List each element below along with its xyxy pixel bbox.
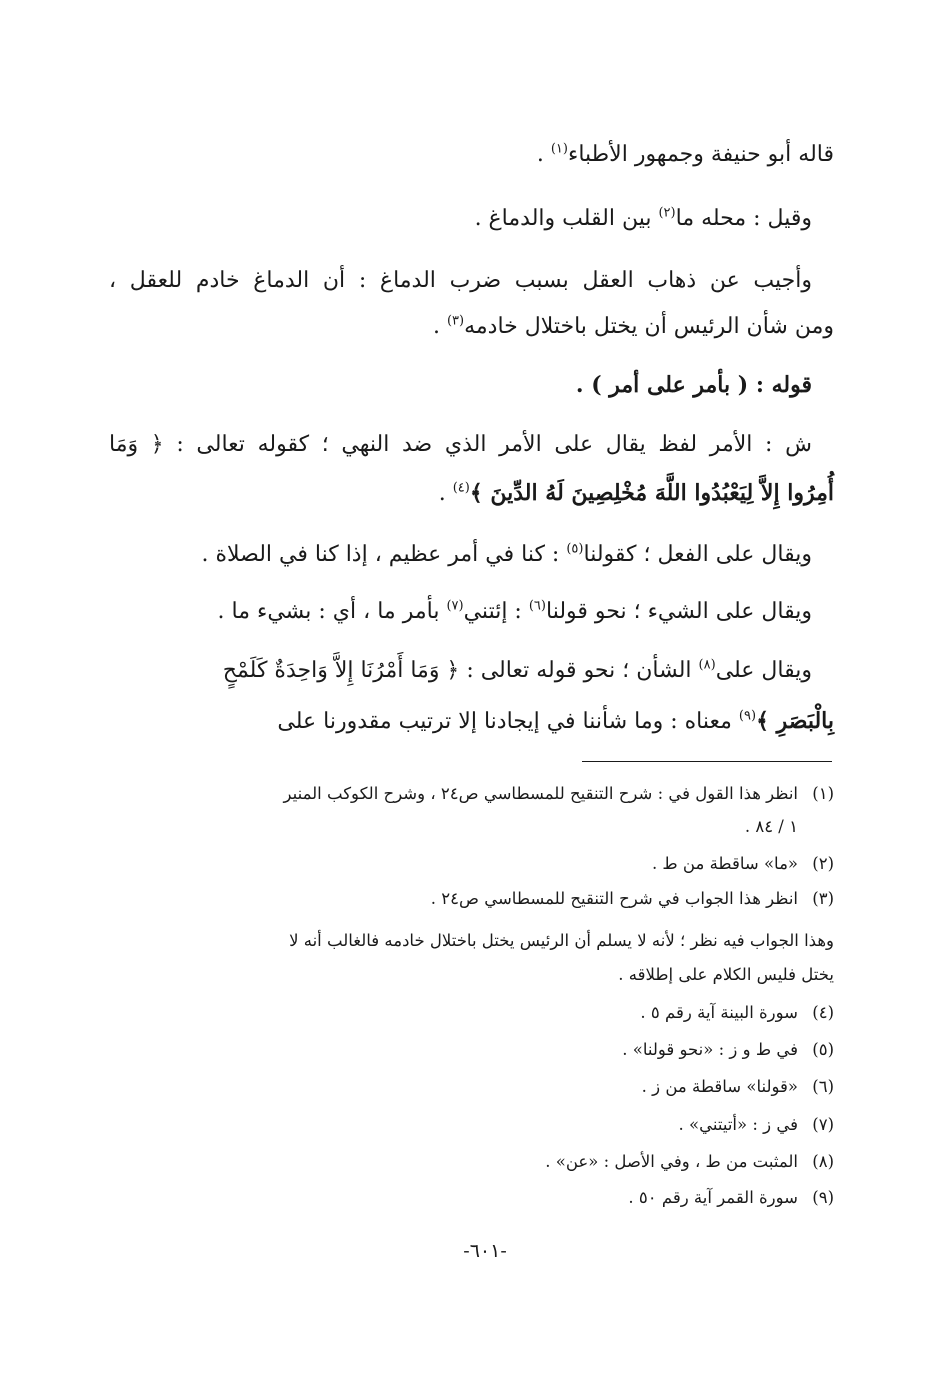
body-line-8-text: ويقال على الفعل ؛ كقولنا — [583, 542, 812, 567]
footnote-1-number: (١) — [812, 784, 834, 803]
body-line-9-text: ويقال على الشيء ؛ نحو قولنا — [545, 599, 812, 624]
body-line-2-end: بين القلب والدماغ . — [474, 206, 659, 231]
body-line-9-end: بأمر ما ، أي : بشيء ما . — [217, 599, 447, 624]
quran-verse-2: بِالْبَصَرِ ﴾ — [756, 708, 834, 734]
body-line-8-end: : كنا في أمر عظيم ، إذا كنا في الصلاة . — [201, 542, 567, 567]
footnote-2 — [109, 852, 834, 876]
body-line-4 — [109, 312, 834, 342]
footnote-8-text: المثبت من ط ، وفي الأصل : «عن» . — [545, 1152, 798, 1171]
footnote-marker-7: (٧) — [446, 598, 464, 614]
footnote-3-cont2-text: يختل فليس الكلام على إطلاقه . — [618, 965, 834, 984]
footnote-7 — [109, 1113, 834, 1137]
body-line-4-text: ومن شأن الرئيس أن يختل باختلال خادمه — [464, 314, 834, 339]
footnote-4 — [109, 1001, 834, 1025]
body-line-3 — [109, 266, 834, 296]
body-line-10-text: ويقال على — [715, 658, 812, 683]
footnote-8-number: (٨) — [812, 1152, 834, 1171]
body-line-7 — [109, 478, 834, 509]
footnote-3-number: (٣) — [812, 889, 834, 908]
footnote-marker-1: (١) — [550, 141, 568, 157]
footnote-3-cont-text: وهذا الجواب فيه نظر ؛ لأنه لا يسلم أن الرئيس يختل باختلال خادمه فالغالب أنه لا — [289, 931, 834, 950]
body-line-1-text: قاله أبو حنيفة وجمهور الأطباء — [567, 142, 834, 167]
footnote-2-number: (٢) — [812, 854, 834, 873]
footnote-5 — [109, 1038, 834, 1062]
footnote-3-continued-2 — [109, 963, 834, 987]
footnote-6-number: (٦) — [812, 1077, 834, 1096]
body-line-6 — [109, 430, 834, 460]
section-heading — [109, 370, 834, 400]
footnote-1 — [109, 782, 834, 806]
footnote-marker-8: (٨) — [698, 657, 716, 673]
page-number: -٦٠١- — [463, 1240, 507, 1262]
footnote-5-text: في ط و ز : «نحو قولنا» . — [622, 1040, 798, 1059]
body-line-7-end: . — [438, 481, 453, 506]
footnote-marker-6: (٦) — [528, 598, 546, 614]
quran-verse-1: أُمِرُوا إِلاَّ لِيَعْبُدُوا اللَّهَ مُخْلِصِينَ لَهُ الدِّينَ ﴾ — [469, 480, 834, 506]
body-line-9-mid: : إئتني — [463, 599, 529, 624]
footnote-3-continued — [109, 929, 834, 953]
footnote-5-number: (٥) — [812, 1040, 834, 1059]
footnote-2-text: «ما» ساقطة من ط . — [651, 854, 798, 873]
footnote-4-number: (٤) — [812, 1003, 834, 1022]
footnote-3 — [109, 887, 834, 911]
footnote-7-text: في ز : «أتيتني» . — [678, 1115, 798, 1134]
body-line-2 — [109, 204, 834, 234]
body-line-1 — [109, 140, 834, 170]
footnote-1-cont-text: ١ / ٨٤ . — [744, 817, 798, 836]
footnote-7-number: (٧) — [812, 1115, 834, 1134]
body-line-8 — [109, 540, 834, 570]
footnote-6-text: «قولنا» ساقطة من ز . — [641, 1077, 798, 1096]
footnote-marker-2: (٢) — [658, 205, 676, 221]
body-line-2-text: وقيل : محله ما — [675, 206, 812, 231]
body-line-3-text: وأجيب عن ذهاب العقل بسبب ضرب الدماغ : أن الدماغ خادم للعقل ، — [109, 268, 812, 293]
section-heading-text: قوله : ( بأمر على أمر ) . — [575, 372, 812, 398]
footnote-divider — [582, 761, 832, 762]
footnote-marker-9: (٩) — [738, 708, 757, 724]
body-line-1-end: . — [536, 142, 551, 167]
body-line-9 — [109, 597, 834, 627]
body-line-4-end: . — [432, 314, 447, 339]
footnote-marker-5: (٥) — [566, 541, 584, 557]
footnote-9 — [109, 1186, 834, 1210]
footnote-6 — [109, 1075, 834, 1099]
body-line-6-text: ش : الأمر لفظ يقال على الأمر الذي ضد النهي ؛ كقوله تعالى : ﴿ وَمَا — [109, 432, 812, 457]
footnote-1-continued — [73, 815, 798, 839]
body-line-10-end: الشأن ؛ نحو قوله تعالى : ﴿ وَمَا أَمْرُنَا إِلاَّ وَاحِدَةٌ كَلَمْحٍ — [222, 658, 699, 683]
footnote-1-text: انظر هذا القول في : شرح التنقيح للمسطاسي ص٢٤ ، وشرح الكوكب المنير — [283, 784, 798, 803]
footnote-marker-4: (٤) — [452, 480, 470, 496]
footnote-8 — [109, 1150, 834, 1174]
body-line-11-end: معناه : وما شأننا في إيجادنا إلا ترتيب مقدورنا على — [277, 709, 739, 734]
footnote-3-text: انظر هذا الجواب في شرح التنقيح للمسطاسي ص٢٤ . — [430, 889, 798, 908]
footnote-9-text: سورة القمر آية رقم ٥٠ . — [628, 1188, 798, 1207]
body-line-11 — [109, 706, 834, 737]
footnote-marker-3: (٣) — [446, 313, 465, 329]
footnote-4-text: سورة البينة آية رقم ٥ . — [640, 1003, 798, 1022]
footnote-9-number: (٩) — [812, 1188, 834, 1207]
body-line-10 — [109, 656, 834, 686]
